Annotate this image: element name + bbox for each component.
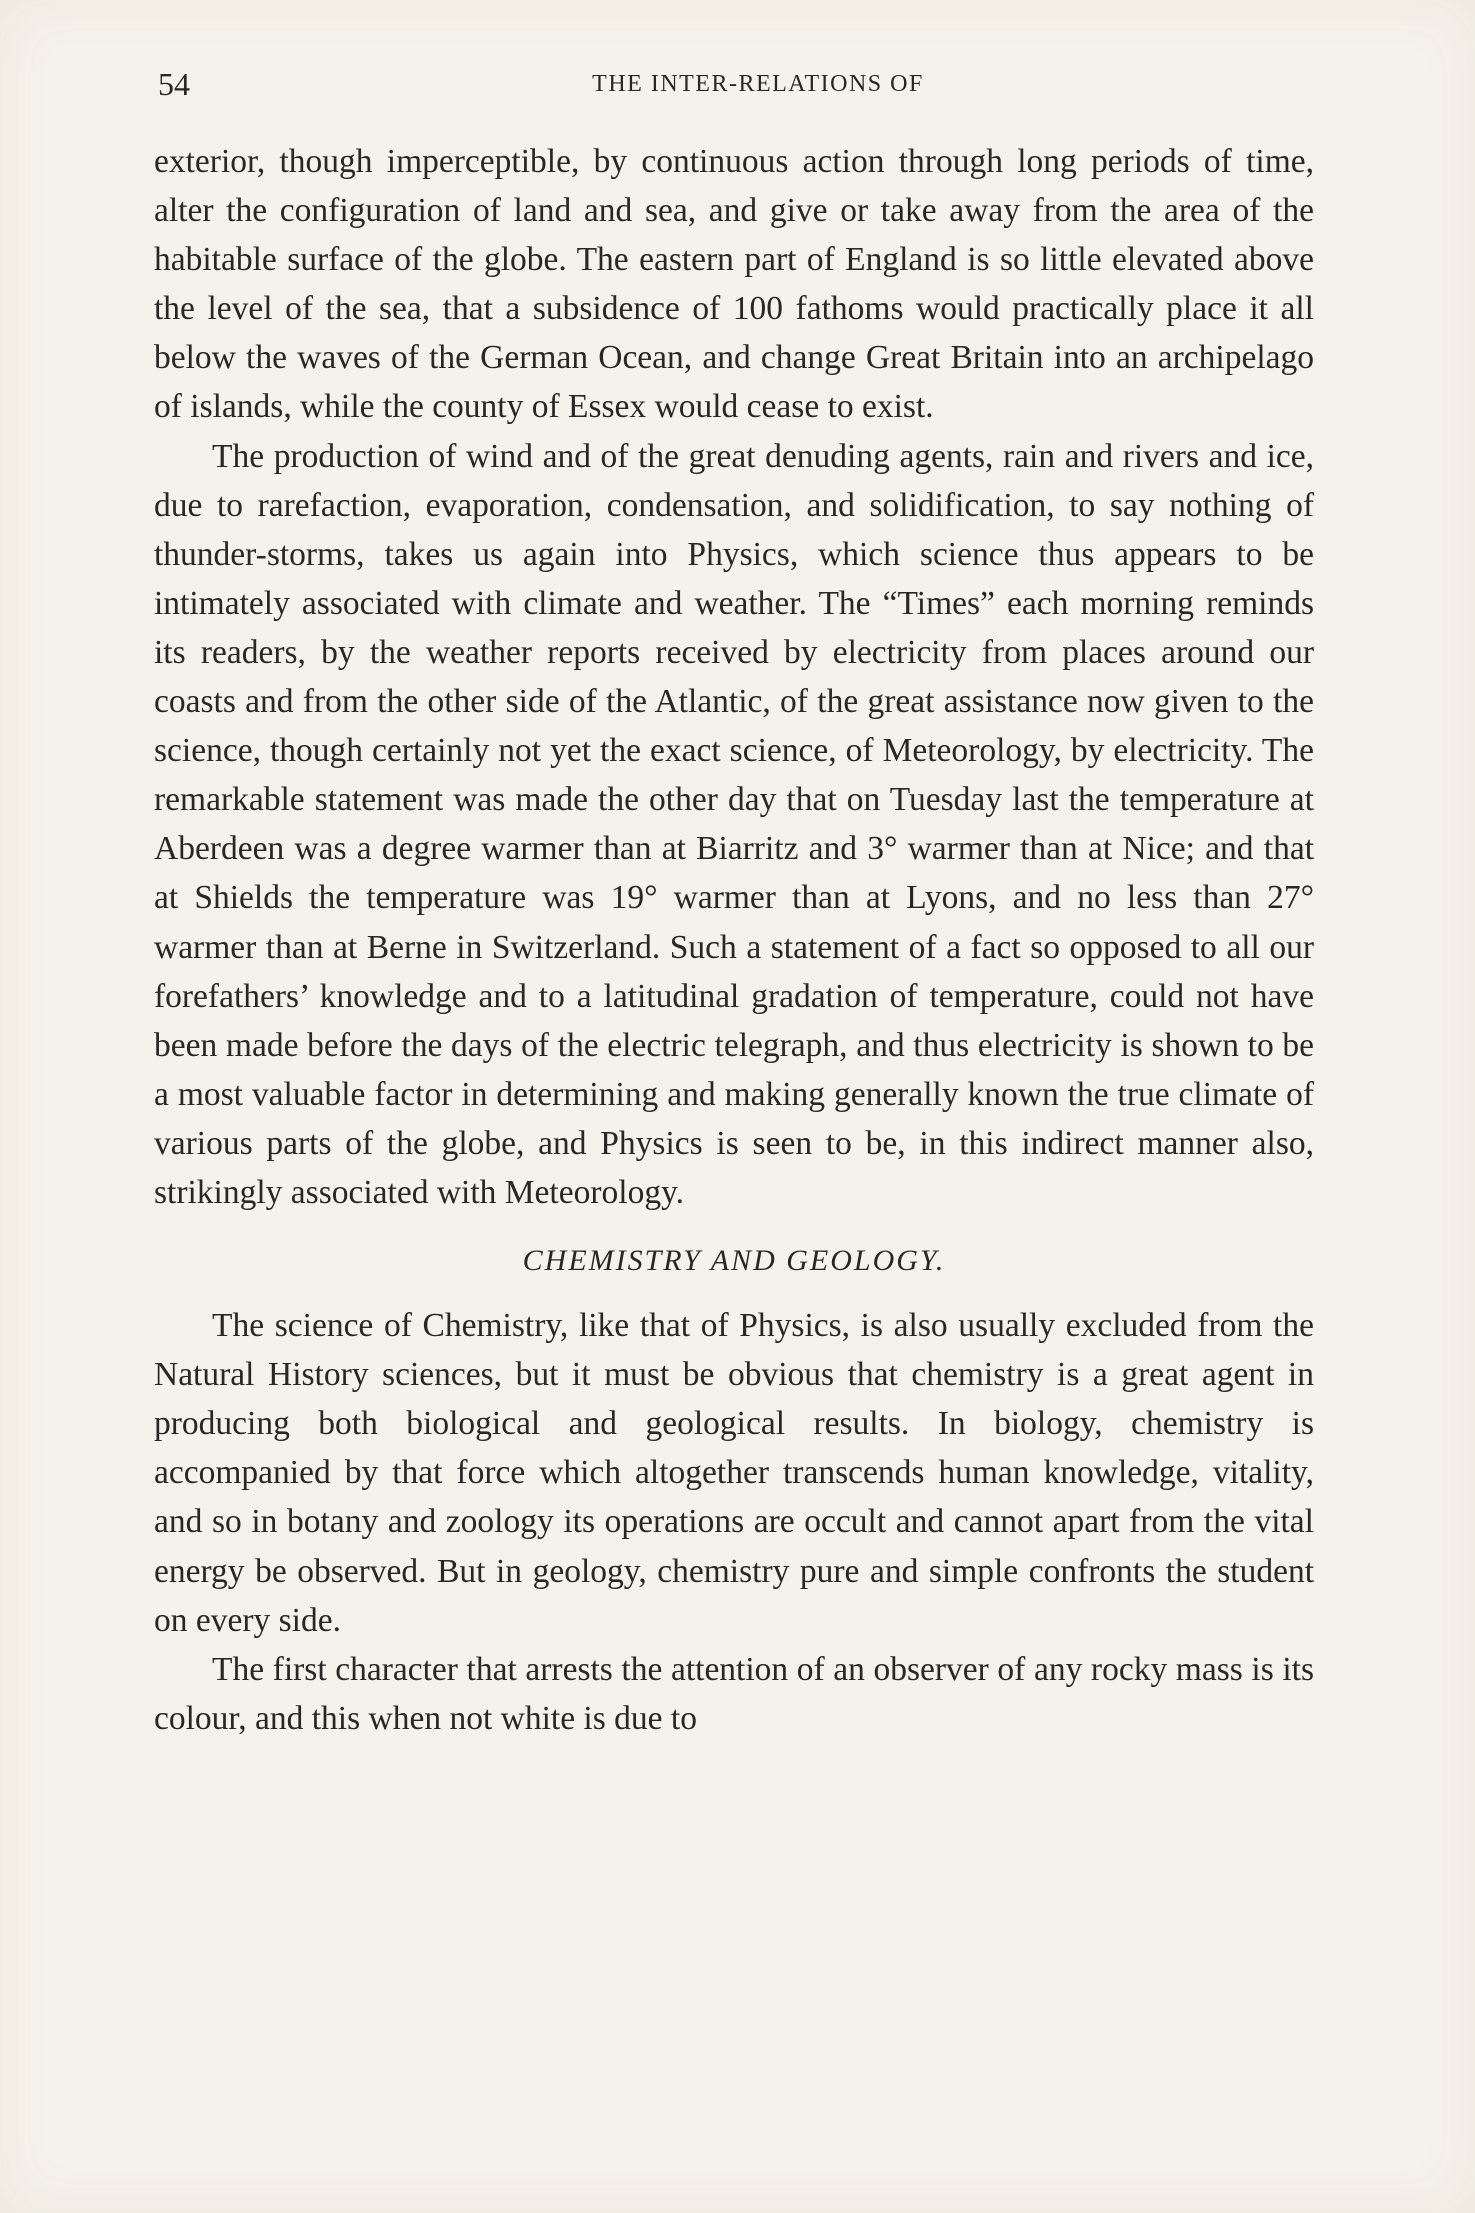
running-head: THE INTER-RELATIONS OF	[592, 71, 924, 97]
section-heading: CHEMISTRY AND GEOLOGY.	[522, 1244, 946, 1278]
paragraph: The production of wind and of the great denuding agents, rain and rivers and ice, due to rarefaction, evaporation, condensation, and solidification, to say nothing of thunder-storms, takes us again into Physics, which science thus appears to be intimately associated with climate and weather. The “Times” each morning reminds its readers, by the weather reports received by electricity from places around our coasts and from the other side of the Atlantic, of the great assistance now given to the science, though certainly not yet the exact science, of Meteorology, by electricity. The remarkable statement was made the other day that on Tuesday last the temperature at Aberdeen was a degree warmer than at Biarritz and 3° warmer than at Nice; and that at Shields the temperature was 19° warmer than at Lyons, and no less than 27° warmer than at Berne in Switzerland. Such a statement of a fact so opposed to all our forefathers’ knowledge and to a latitudinal gradation of temperature, could not have been made before the days of the electric telegraph, and thus electricity is shown to be a most valuable factor in determining and making generally known the true climate of various parts of the globe, and Physics is seen to be, in this indirect manner also, strikingly associated with Meteorology.	[154, 437, 1314, 1211]
page-number: 54	[158, 66, 190, 102]
paragraph: The first character that arrests the attention of an observer of any rocky mass is its colour, and this when not white is due to	[154, 1650, 1314, 1737]
paragraph: The science of Chemistry, like that of Physics, is also usually excluded from the Natural History sciences, but it must be obvious that chemistry is a great agent in producing both biological and geological results. In biology, chemistry is accompanied by that force which altogether transcends human knowledge, vitality, and so in botany and zoology its operations are occult and cannot apart from the vital energy be observed. But in geology, chemistry pure and simple confronts the student on every side.	[154, 1307, 1314, 1639]
body-text	[154, 137, 1314, 1743]
page-header	[158, 62, 1318, 106]
paragraph: exterior, though imperceptible, by continuous action through long periods of time, alter the configuration of land and sea, and give or take away from the area of the habitable surface of the globe. The eastern part of England is so little elevated above the level of the sea, that a subsidence of 100 fathoms would practically place it all below the waves of the German Ocean, and change Great Britain into an archipelago of islands, while the county of Essex would cease to exist.	[154, 143, 1314, 426]
